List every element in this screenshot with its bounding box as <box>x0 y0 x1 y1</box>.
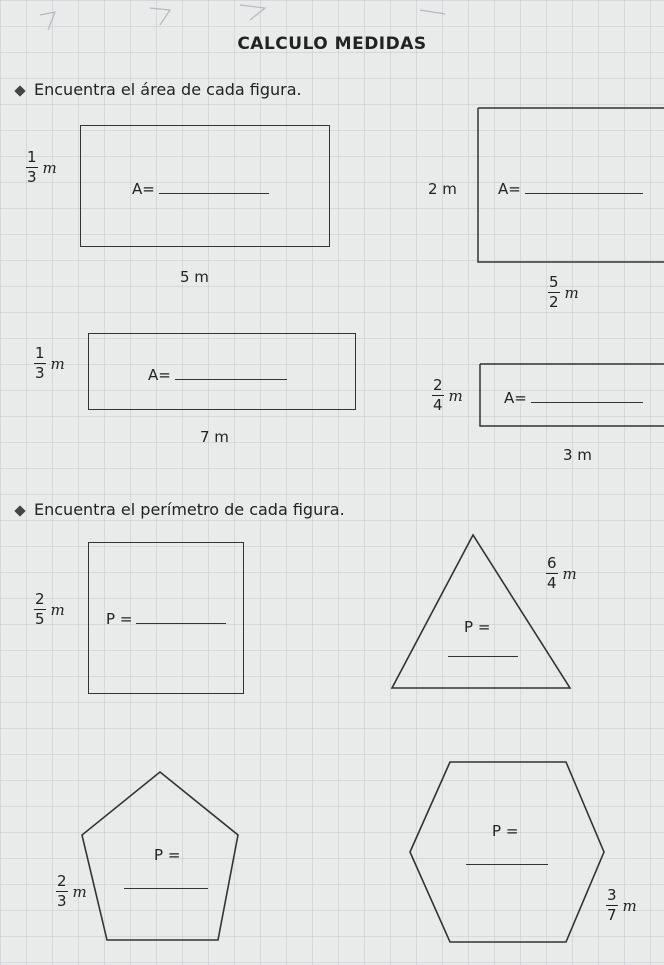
pentagon-perimeter-label: P = <box>154 846 181 864</box>
pencil-marks <box>40 5 445 30</box>
hexagon-answer-blank[interactable] <box>466 864 548 865</box>
rect-3-base-label: 7 m <box>200 428 229 446</box>
area-instruction <box>16 80 302 99</box>
square-perimeter-label: P = <box>106 610 133 628</box>
square-side-label: $\frac{2}{5}$ m <box>35 590 65 628</box>
area-instruction-text: Encuentra el área de cada figura. <box>34 80 302 99</box>
diamond-bullet-icon <box>14 505 25 516</box>
hexagon-outline <box>410 762 604 942</box>
rect-4-answer <box>504 389 643 407</box>
rect-2-answer <box>498 180 643 198</box>
rect-3-area-label: A= <box>148 366 171 384</box>
square-answer-blank[interactable] <box>136 623 226 624</box>
rect-1-area-label: A= <box>132 180 155 198</box>
rect-2-base-label: $\frac{5}{2}$ m <box>549 273 579 311</box>
triangle-answer-blank[interactable] <box>448 656 518 657</box>
rect-1-answer <box>132 180 269 198</box>
hexagon-side-label: $\frac{3}{7}$ m <box>607 886 637 924</box>
rect-4-answer-blank[interactable] <box>531 402 643 403</box>
rect-3-answer-blank[interactable] <box>175 379 287 380</box>
rect-1-side-label: $\frac{1}{3}$ m <box>27 148 57 186</box>
hexagon-perimeter-label: P = <box>492 822 519 840</box>
rect-2-answer-blank[interactable] <box>525 193 643 194</box>
rect-4-area-label: A= <box>504 389 527 407</box>
square-answer <box>106 610 226 628</box>
rect-3-side-label: $\frac{1}{3}$ m <box>35 344 65 382</box>
rect-4-side-label: $\frac{2}{4}$ m <box>433 376 463 414</box>
page-title: CALCULO MEDIDAS <box>237 34 427 54</box>
diamond-bullet-icon <box>14 85 25 96</box>
triangle-outline <box>392 535 570 688</box>
triangle-side-label: $\frac{6}{4}$ m <box>547 554 577 592</box>
rect-2-side-label: 2 m <box>428 180 457 198</box>
rect-2-area-label: A= <box>498 180 521 198</box>
rect-4-base-label: 3 m <box>563 446 592 464</box>
rect-1-answer-blank[interactable] <box>159 193 269 194</box>
rect-3-answer <box>148 366 287 384</box>
rect-1-base-label: 5 m <box>180 268 209 286</box>
perimeter-instruction <box>16 500 345 519</box>
triangle-perimeter-label: P = <box>464 618 491 636</box>
pentagon-side-label: $\frac{2}{3}$ m <box>57 872 87 910</box>
pentagon-answer-blank[interactable] <box>124 888 208 889</box>
perimeter-instruction-text: Encuentra el perímetro de cada figura. <box>34 500 345 519</box>
